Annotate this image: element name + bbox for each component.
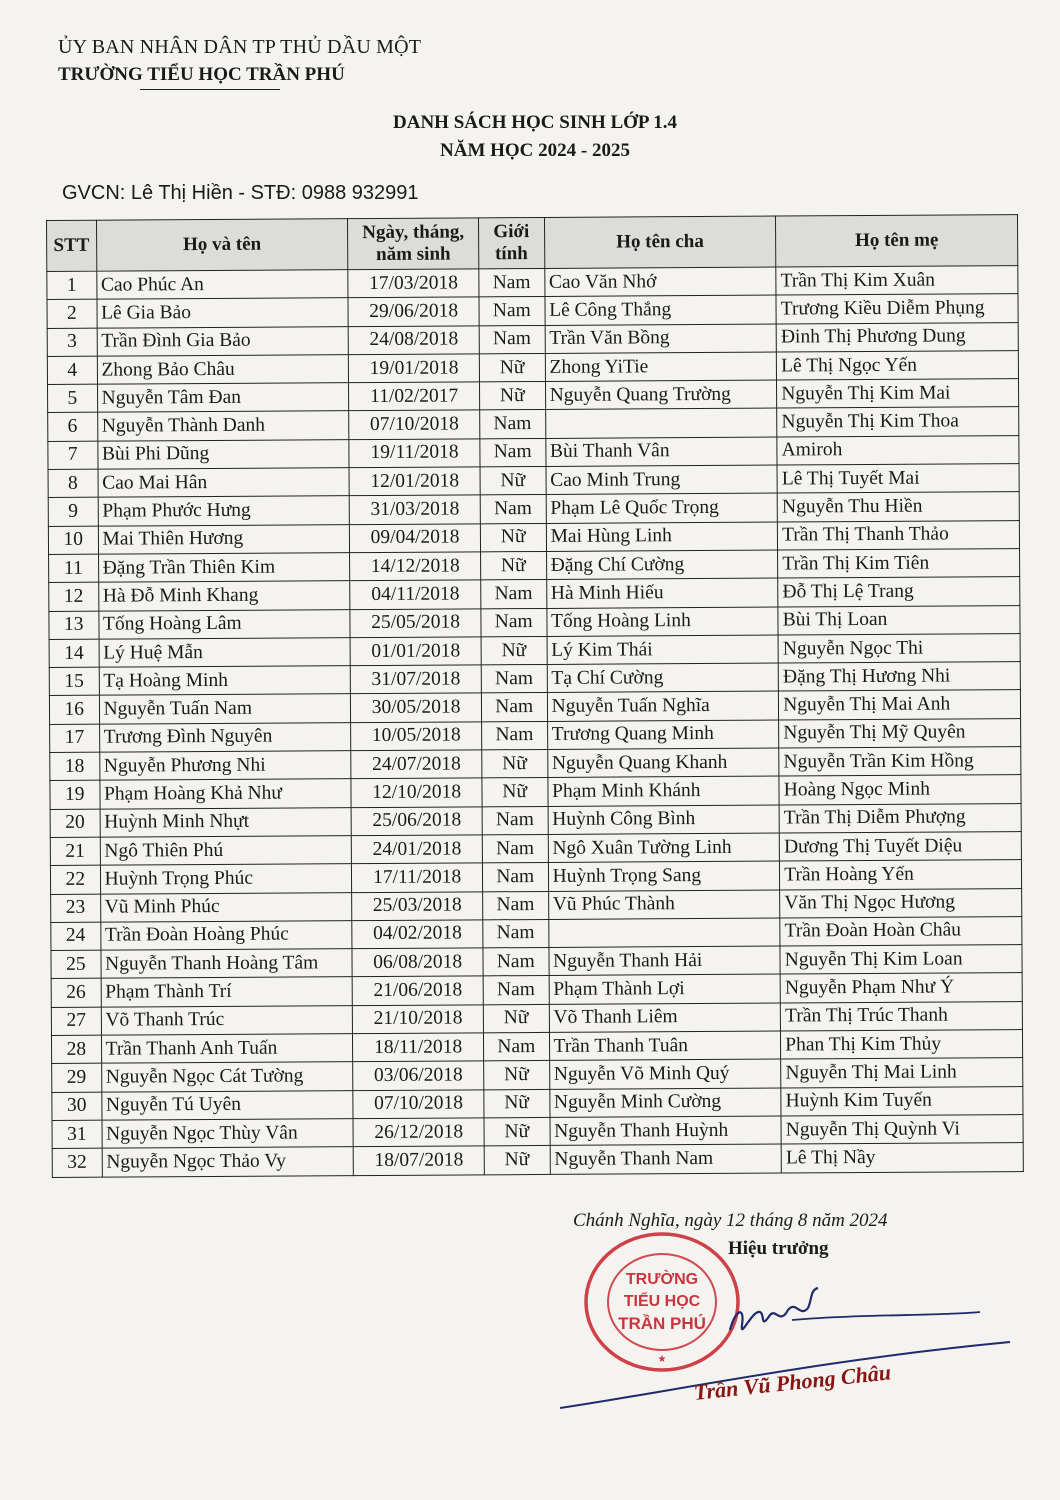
cell-stt: 24 (51, 922, 101, 951)
cell-student-name: Lý Huệ Mẫn (99, 638, 351, 668)
cell-student-name: Trương Đình Nguyên (99, 722, 351, 752)
cell-father-name: Nguyễn Thanh Huỳnh (550, 1116, 782, 1146)
cell-stt: 8 (48, 469, 98, 498)
principal-title: Hiệu trưởng (728, 1238, 829, 1259)
cell-student-name: Huỳnh Minh Nhựt (100, 807, 352, 837)
cell-birth-date: 17/03/2018 (348, 269, 479, 298)
cell-birth-date: 11/02/2017 (349, 382, 480, 411)
document-title: DANH SÁCH HỌC SINH LỚP 1.4 (393, 112, 677, 133)
cell-birth-date: 25/05/2018 (350, 608, 481, 637)
cell-father-name: Nguyễn Thanh Hải (549, 946, 781, 976)
cell-gender: Nữ (484, 1061, 550, 1090)
cell-stt: 25 (51, 950, 101, 979)
cell-stt: 6 (48, 413, 98, 442)
cell-stt: 32 (52, 1148, 102, 1177)
cell-gender: Nữ (479, 382, 545, 411)
cell-father-name: Ngô Xuân Tường Linh (548, 833, 780, 863)
cell-student-name: Nguyễn Thanh Hoàng Tâm (101, 949, 353, 979)
cell-birth-date: 29/06/2018 (348, 297, 479, 326)
cell-gender: Nữ (482, 749, 548, 778)
cell-stt: 16 (49, 696, 99, 725)
cell-mother-name: Trần Thị Kim Xuân (776, 266, 1018, 296)
cell-student-name: Nguyễn Thành Danh (97, 411, 349, 441)
cell-student-name: Hà Đỗ Minh Khang (98, 581, 350, 611)
cell-birth-date: 04/02/2018 (352, 920, 483, 949)
cell-father-name: Phạm Thành Lợi (549, 974, 781, 1004)
school-name: TRƯỜNG TIỂU HỌC TRẦN PHÚ (58, 64, 345, 85)
cell-stt: 14 (49, 639, 99, 668)
cell-gender: Nam (482, 863, 548, 892)
cell-stt: 31 (52, 1120, 102, 1149)
cell-birth-date: 01/01/2018 (350, 637, 481, 666)
cell-birth-date: 31/07/2018 (351, 665, 482, 694)
cell-mother-name: Đinh Thị Phương Dung (776, 322, 1018, 352)
cell-birth-date: 06/08/2018 (352, 948, 483, 977)
cell-gender: Nam (481, 665, 547, 694)
principal-signature (560, 1270, 1020, 1420)
cell-birth-date: 07/10/2018 (349, 410, 480, 439)
cell-gender: Nam (481, 580, 547, 609)
cell-birth-date: 21/06/2018 (353, 976, 484, 1005)
cell-gender: Nữ (480, 467, 546, 496)
header-stt: STT (47, 220, 97, 271)
table-body (47, 266, 1024, 1177)
cell-birth-date: 12/01/2018 (349, 467, 480, 496)
cell-student-name: Nguyễn Ngọc Thảo Vy (102, 1147, 354, 1177)
cell-mother-name: Nguyễn Thu Hiền (777, 492, 1019, 522)
cell-mother-name: Nguyễn Phạm Như Ý (780, 973, 1022, 1003)
cell-birth-date: 10/05/2018 (351, 722, 482, 751)
cell-mother-name: Huỳnh Kim Tuyến (781, 1086, 1023, 1116)
cell-student-name: Lê Gia Bảo (97, 298, 349, 328)
cell-gender: Nam (483, 976, 549, 1005)
cell-stt: 15 (49, 667, 99, 696)
table-header-row (47, 215, 1018, 272)
cell-gender: Nam (480, 410, 546, 439)
cell-student-name: Ngô Thiên Phú (100, 836, 352, 866)
cell-gender: Nam (483, 1032, 549, 1061)
cell-student-name: Phạm Hoàng Khả Như (99, 779, 351, 809)
cell-student-name: Võ Thanh Trúc (101, 1005, 353, 1035)
cell-stt: 30 (52, 1092, 102, 1121)
cell-gender: Nam (483, 948, 549, 977)
cell-stt: 23 (51, 894, 101, 923)
cell-gender: Nữ (479, 353, 545, 382)
cell-birth-date: 24/07/2018 (351, 750, 482, 779)
cell-birth-date: 04/11/2018 (350, 580, 481, 609)
cell-mother-name: Lê Thị Ngọc Yến (777, 350, 1019, 380)
cell-stt: 7 (48, 441, 98, 470)
cell-stt: 10 (48, 526, 98, 555)
cell-birth-date: 26/12/2018 (353, 1118, 484, 1147)
cell-student-name: Vũ Minh Phúc (100, 892, 352, 922)
cell-mother-name: Hoàng Ngọc Minh (779, 775, 1021, 805)
cell-mother-name: Nguyễn Thị Mai Anh (779, 690, 1021, 720)
cell-gender: Nữ (484, 1117, 550, 1146)
cell-father-name: Nguyễn Minh Cường (549, 1088, 781, 1118)
signer-name: Trần Vũ Phong Châu (692, 1359, 893, 1405)
cell-stt: 3 (47, 328, 97, 357)
cell-mother-name: Nguyễn Ngọc Thi (778, 633, 1020, 663)
cell-father-name: Nguyễn Quang Khanh (547, 748, 779, 778)
cell-father-name: Tống Hoàng Linh (546, 607, 778, 637)
cell-student-name: Phạm Phước Hưng (98, 496, 350, 526)
cell-gender: Nam (481, 721, 547, 750)
header-mother: Họ tên mẹ (776, 215, 1018, 267)
cell-gender: Nam (480, 438, 546, 467)
cell-father-name (545, 409, 777, 439)
cell-birth-date: 09/04/2018 (350, 524, 481, 553)
cell-gender: Nữ (484, 1146, 550, 1175)
cell-student-name: Phạm Thành Trí (101, 977, 353, 1007)
cell-gender: Nam (479, 268, 545, 297)
cell-stt: 26 (51, 979, 101, 1008)
cell-mother-name: Amiroh (777, 435, 1019, 465)
cell-student-name: Trần Đoàn Hoàng Phúc (100, 920, 352, 950)
cell-student-name: Nguyễn Ngọc Cát Tường (101, 1062, 353, 1092)
cell-father-name: Huỳnh Trọng Sang (548, 861, 780, 891)
cell-student-name: Tống Hoàng Lâm (98, 609, 350, 639)
cell-stt: 13 (49, 611, 99, 640)
cell-mother-name: Nguyễn Thị Mỹ Quyên (779, 718, 1021, 748)
cell-student-name: Bùi Phi Dũng (97, 439, 349, 469)
cell-stt: 18 (50, 752, 100, 781)
cell-student-name: Tạ Hoàng Minh (99, 666, 351, 696)
cell-mother-name: Đỗ Thị Lệ Trang (778, 577, 1020, 607)
cell-gender: Nam (479, 325, 545, 354)
cell-gender: Nữ (480, 523, 546, 552)
cell-birth-date: 18/07/2018 (354, 1146, 485, 1175)
cell-stt: 27 (51, 1007, 101, 1036)
cell-student-name: Trần Đình Gia Bảo (97, 326, 349, 356)
cell-gender: Nam (482, 834, 548, 863)
cell-gender: Nam (479, 297, 545, 326)
cell-mother-name: Trần Đoàn Hoàn Châu (780, 916, 1022, 946)
cell-mother-name: Nguyễn Trần Kim Hồng (779, 747, 1021, 777)
cell-father-name: Bùi Thanh Vân (545, 437, 777, 467)
cell-mother-name: Trần Hoàng Yến (780, 860, 1022, 890)
svg-text:TRƯỜNG: TRƯỜNG (625, 1271, 699, 1288)
cell-birth-date: 24/08/2018 (349, 325, 480, 354)
cell-mother-name: Dương Thị Tuyết Diệu (779, 831, 1021, 861)
cell-birth-date: 19/11/2018 (349, 439, 480, 468)
cell-father-name (548, 918, 780, 948)
cell-gender: Nam (480, 495, 546, 524)
cell-student-name: Cao Phúc An (96, 270, 348, 300)
cell-mother-name: Văn Thị Ngọc Hương (780, 888, 1022, 918)
cell-father-name: Zhong YiTie (545, 352, 777, 382)
school-year: NĂM HỌC 2024 - 2025 (440, 140, 630, 161)
cell-birth-date: 17/11/2018 (352, 863, 483, 892)
cell-mother-name: Nguyễn Thị Quỳnh Vi (781, 1114, 1023, 1144)
cell-father-name: Cao Văn Nhớ (544, 267, 776, 297)
cell-gender: Nam (481, 693, 547, 722)
cell-stt: 20 (50, 809, 100, 838)
cell-father-name: Nguyễn Quang Trường (545, 380, 777, 410)
cell-student-name: Zhong Bảo Châu (97, 355, 349, 385)
cell-student-name: Huỳnh Trọng Phúc (100, 864, 352, 894)
cell-stt: 5 (48, 384, 98, 413)
cell-stt: 9 (48, 498, 98, 527)
cell-mother-name: Phan Thị Kim Thủy (781, 1030, 1023, 1060)
cell-father-name: Lê Công Thắng (545, 295, 777, 325)
cell-father-name: Mai Hùng Linh (546, 522, 778, 552)
cell-stt: 17 (50, 724, 100, 753)
cell-father-name: Phạm Lê Quốc Trọng (546, 493, 778, 523)
cell-mother-name: Nguyễn Thị Kim Loan (780, 945, 1022, 975)
cell-student-name: Mai Thiên Hương (98, 524, 350, 554)
cell-stt: 12 (49, 582, 99, 611)
svg-text:TIỂU HỌC: TIỂU HỌC (623, 1293, 701, 1310)
cell-mother-name: Trần Thị Kim Tiên (778, 549, 1020, 579)
cell-father-name: Trương Quang Minh (547, 720, 779, 750)
cell-father-name: Huỳnh Công Bình (548, 805, 780, 835)
cell-birth-date: 25/03/2018 (352, 891, 483, 920)
cell-mother-name: Trần Thị Trúc Thanh (780, 1001, 1022, 1031)
cell-birth-date: 30/05/2018 (351, 693, 482, 722)
cell-student-name: Nguyễn Tuấn Nam (99, 694, 351, 724)
cell-stt: 21 (50, 837, 100, 866)
cell-father-name: Trần Văn Bồng (545, 324, 777, 354)
cell-mother-name: Nguyễn Thị Mai Linh (781, 1058, 1023, 1088)
header-father: Họ tên cha (544, 216, 776, 268)
cell-birth-date: 07/10/2018 (353, 1089, 484, 1118)
cell-father-name: Trần Thanh Tuân (549, 1031, 781, 1061)
cell-mother-name: Bùi Thị Loan (778, 605, 1020, 635)
cell-gender: Nam (481, 608, 547, 637)
cell-stt: 22 (50, 865, 100, 894)
cell-gender: Nữ (483, 1004, 549, 1033)
cell-father-name: Võ Thanh Liêm (549, 1003, 781, 1033)
cell-gender: Nữ (480, 551, 546, 580)
cell-student-name: Nguyễn Tú Uyên (101, 1090, 353, 1120)
cell-gender: Nam (482, 891, 548, 920)
cell-stt: 2 (47, 299, 97, 328)
table-row (52, 1143, 1023, 1177)
school-underline (140, 89, 280, 90)
cell-mother-name: Lê Thị Nầy (781, 1143, 1023, 1173)
cell-birth-date: 24/01/2018 (352, 835, 483, 864)
cell-birth-date: 31/03/2018 (350, 495, 481, 524)
cell-gender: Nam (483, 919, 549, 948)
cell-student-name: Nguyễn Tâm Đan (97, 383, 349, 413)
cell-gender: Nam (482, 806, 548, 835)
cell-mother-name: Trần Thị Thanh Thảo (778, 520, 1020, 550)
header-sex: Giới tính (478, 217, 544, 268)
cell-stt: 28 (51, 1035, 101, 1064)
place-and-date: Chánh Nghĩa, ngày 12 tháng 8 năm 2024 (573, 1210, 888, 1231)
homeroom-teacher-line: GVCN: Lê Thị Hiền - STĐ: 0988 932991 (62, 182, 419, 204)
cell-birth-date: 25/06/2018 (351, 806, 482, 835)
cell-father-name: Đặng Chí Cường (546, 550, 778, 580)
cell-student-name: Đặng Trần Thiên Kim (98, 553, 350, 583)
cell-gender: Nữ (481, 636, 547, 665)
cell-father-name: Cao Minh Trung (546, 465, 778, 495)
header-dob: Ngày, tháng, năm sinh (348, 218, 479, 270)
cell-stt: 11 (49, 554, 99, 583)
cell-student-name: Trần Thanh Anh Tuấn (101, 1034, 353, 1064)
cell-stt: 19 (50, 781, 100, 810)
cell-father-name: Nguyễn Võ Minh Quý (549, 1059, 781, 1089)
cell-mother-name: Đặng Thị Hương Nhi (778, 662, 1020, 692)
cell-father-name: Tạ Chí Cường (547, 663, 779, 693)
svg-text:★: ★ (657, 1354, 667, 1365)
cell-gender: Nữ (482, 778, 548, 807)
cell-stt: 4 (47, 356, 97, 385)
cell-birth-date: 12/10/2018 (351, 778, 482, 807)
agency-name: ỦY BAN NHÂN DÂN TP THỦ DẦU MỘT (58, 36, 422, 58)
cell-stt: 1 (47, 271, 97, 300)
cell-mother-name: Trương Kiều Diễm Phụng (776, 294, 1018, 324)
svg-text:TRẦN PHÚ: TRẦN PHÚ (618, 1314, 706, 1333)
cell-father-name: Vũ Phúc Thành (548, 890, 780, 920)
cell-stt: 29 (52, 1063, 102, 1092)
cell-birth-date: 14/12/2018 (350, 552, 481, 581)
cell-father-name: Hà Minh Hiếu (546, 578, 778, 608)
cell-mother-name: Trần Thị Diễm Phượng (779, 803, 1021, 833)
cell-birth-date: 21/10/2018 (353, 1005, 484, 1034)
student-table (46, 214, 1024, 1177)
cell-mother-name: Nguyễn Thị Kim Thoa (777, 407, 1019, 437)
cell-student-name: Nguyễn Ngọc Thùy Vân (102, 1119, 354, 1149)
cell-father-name: Phạm Minh Khánh (548, 776, 780, 806)
cell-mother-name: Lê Thị Tuyết Mai (777, 464, 1019, 494)
cell-student-name: Cao Mai Hân (98, 468, 350, 498)
cell-father-name: Lý Kim Thái (547, 635, 779, 665)
cell-birth-date: 19/01/2018 (349, 354, 480, 383)
cell-student-name: Nguyễn Phương Nhi (99, 751, 351, 781)
cell-mother-name: Nguyễn Thị Kim Mai (777, 379, 1019, 409)
cell-father-name: Nguyễn Tuấn Nghĩa (547, 691, 779, 721)
cell-father-name: Nguyễn Thanh Nam (550, 1144, 782, 1174)
header-name: Họ và tên (96, 219, 348, 272)
cell-birth-date: 03/06/2018 (353, 1061, 484, 1090)
cell-gender: Nữ (484, 1089, 550, 1118)
cell-birth-date: 18/11/2018 (353, 1033, 484, 1062)
